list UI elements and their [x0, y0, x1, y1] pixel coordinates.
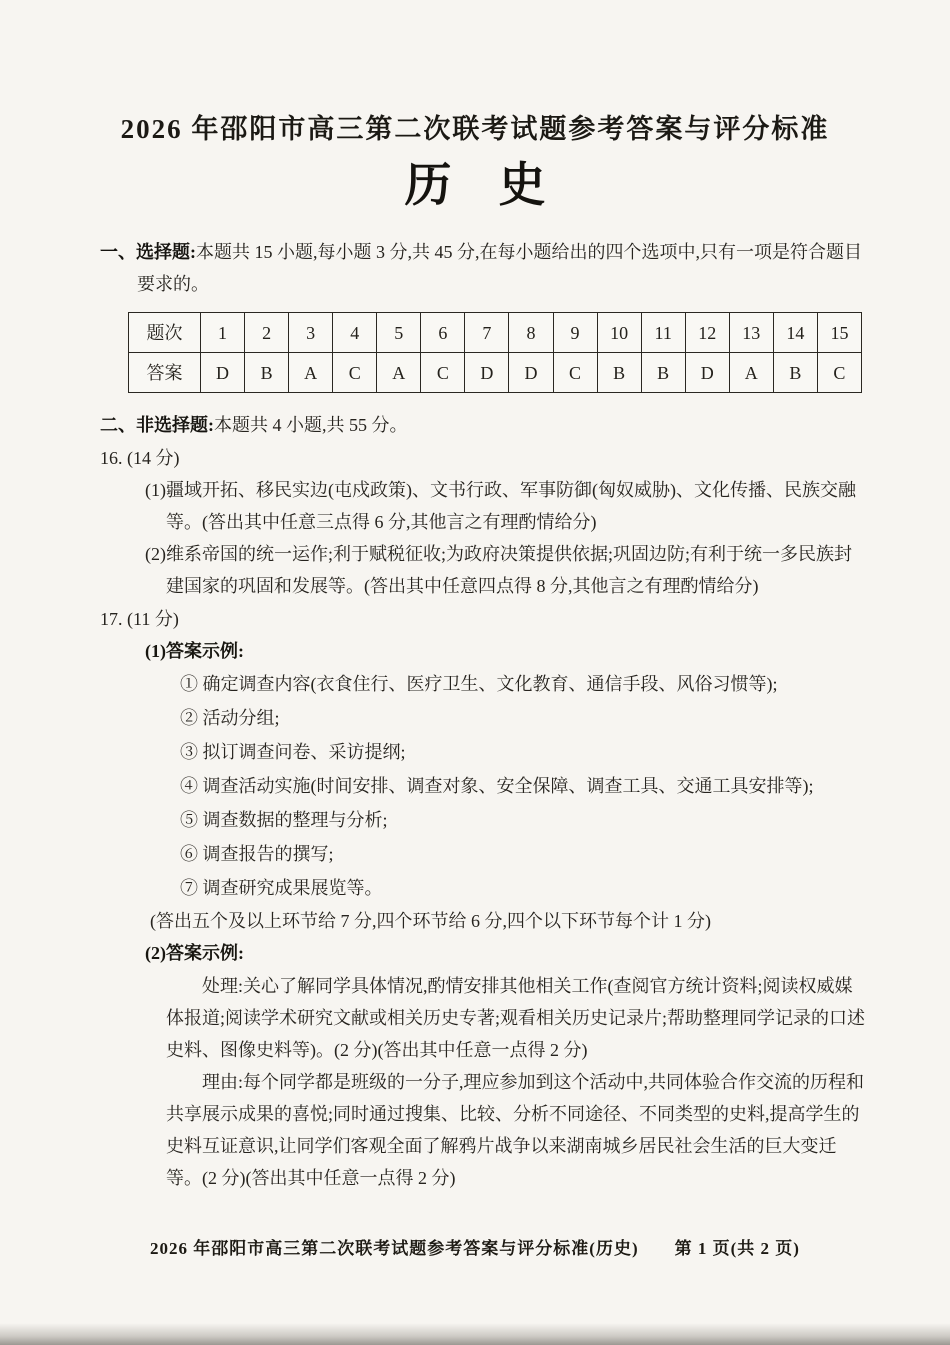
question16-number: 16. (14 分) — [100, 448, 180, 468]
question-number-cell: 1 — [201, 313, 245, 353]
answer-cell: C — [553, 353, 597, 393]
question-number-cell: 13 — [729, 313, 773, 353]
page-title: 2026 年邵阳市高三第二次联考试题参考答案与评分标准 — [120, 114, 830, 144]
question17-part1-label: (1)答案示例: — [145, 641, 244, 661]
question-number-cell: 15 — [817, 313, 861, 353]
section-choice-heading — [100, 236, 866, 300]
answer-cell: A — [729, 353, 773, 393]
answer-step-item: ③ 拟订调查问卷、采访提纲; — [180, 742, 406, 762]
question-number-cell: 4 — [333, 313, 377, 353]
question-number-cell: 9 — [553, 313, 597, 353]
section-choice-label: 一、选择题: — [100, 242, 196, 262]
section-free-label: 二、非选择题: — [100, 415, 214, 435]
question-number-cell: 6 — [421, 313, 465, 353]
question17-part2-answers — [100, 970, 866, 1194]
question-number-cell: 14 — [773, 313, 817, 353]
question-number-cell: 10 — [597, 313, 641, 353]
question16-answers — [100, 474, 866, 602]
answer-paragraph: (2)维系帝国的统一运作;利于赋税征收;为政府决策提供依据;巩固边防;有利于统一多民族封建国家的巩固和发展等。(答出其中任意四点得 8 分,其他言之有理酌情给分) — [145, 544, 852, 596]
answer-step-item: ⑦ 调查研究成果展览等。 — [180, 878, 383, 898]
page-footer: 2026 年邵阳市高三第二次联考试题参考答案与评分标准(历史) 第 1 页(共 2 页) — [150, 1239, 800, 1258]
section-free-desc: 本题共 4 小题,共 55 分。 — [214, 415, 408, 435]
section-choice-desc: 本题共 15 小题,每小题 3 分,共 45 分,在每小题给出的四个选项中,只有一项是符合题目要求的。 — [137, 242, 862, 294]
question-number-cell: 2 — [245, 313, 289, 353]
question17-part1-steps — [100, 667, 866, 905]
row-label-question: 题次 — [129, 313, 201, 353]
answer-cell: B — [245, 353, 289, 393]
answer-step-item: ④ 调查活动实施(时间安排、调查对象、安全保障、调查工具、交通工具安排等); — [180, 776, 814, 796]
question17-part1-note: (答出五个及以上环节给 7 分,四个环节给 6 分,四个以下环节每个计 1 分) — [150, 911, 711, 931]
answer-cell: D — [509, 353, 553, 393]
answer-step-item: ⑥ 调查报告的撰写; — [180, 844, 334, 864]
answer-cell: D — [465, 353, 509, 393]
section-free-heading — [100, 409, 866, 441]
answer-step-item: ② 活动分组; — [180, 708, 280, 728]
question17-part2-label: (2)答案示例: — [145, 943, 244, 963]
question-number-cell: 12 — [685, 313, 729, 353]
question-number-cell: 7 — [465, 313, 509, 353]
answer-paragraph: (1)疆域开拓、移民实边(屯戍政策)、文书行政、军事防御(匈奴威胁)、文化传播、民族交融等。(答出其中任意三点得 6 分,其他言之有理酌情给分) — [145, 480, 856, 532]
question-number-cell: 5 — [377, 313, 421, 353]
answer-cell: D — [201, 353, 245, 393]
answer-table — [128, 312, 862, 393]
question-number-cell: 3 — [289, 313, 333, 353]
answer-cell: C — [817, 353, 861, 393]
answer-step-item: ⑤ 调查数据的整理与分析; — [180, 810, 388, 830]
answer-detail-paragraph: 理由:每个同学都是班级的一分子,理应参加到这个活动中,共同体验合作交流的历程和共享展示成果的喜悦;同时通过搜集、比较、分析不同途径、不同类型的史料,提高学生的史料互证意识,让同学们客观全面了解鸦片战争以来湖南城乡居民社会生活的巨大变迁等。(2 分)(答出其中任意一点得 2 分) — [166, 1072, 864, 1188]
question-number-row — [129, 313, 862, 353]
answer-cell: B — [597, 353, 641, 393]
question17-number: 17. (11 分) — [100, 609, 179, 629]
subject-title: 历 史 — [404, 160, 546, 212]
answer-step-item: ① 确定调查内容(衣食住行、医疗卫生、文化教育、通信手段、风俗习惯等); — [180, 674, 778, 694]
answer-cell: B — [773, 353, 817, 393]
document-body — [100, 236, 866, 1194]
answer-cell: A — [377, 353, 421, 393]
answer-cell: C — [333, 353, 377, 393]
answer-detail-paragraph: 处理:关心了解同学具体情况,酌情安排其他相关工作(查阅官方统计资料;阅读权威媒体报道;阅读学术研究文献或相关历史专著;观看相关历史记录片;帮助整理同学记录的口述史料、图像史料等)。(2 分)(答出其中任意一点得 2 分) — [166, 976, 865, 1060]
answer-cell: C — [421, 353, 465, 393]
scan-edge-shadow — [0, 1323, 950, 1345]
answer-cell: A — [289, 353, 333, 393]
answer-cell: B — [641, 353, 685, 393]
answer-cell: D — [685, 353, 729, 393]
question-number-cell: 11 — [641, 313, 685, 353]
row-label-answer: 答案 — [129, 353, 201, 393]
question-number-cell: 8 — [509, 313, 553, 353]
answer-row — [129, 353, 862, 393]
